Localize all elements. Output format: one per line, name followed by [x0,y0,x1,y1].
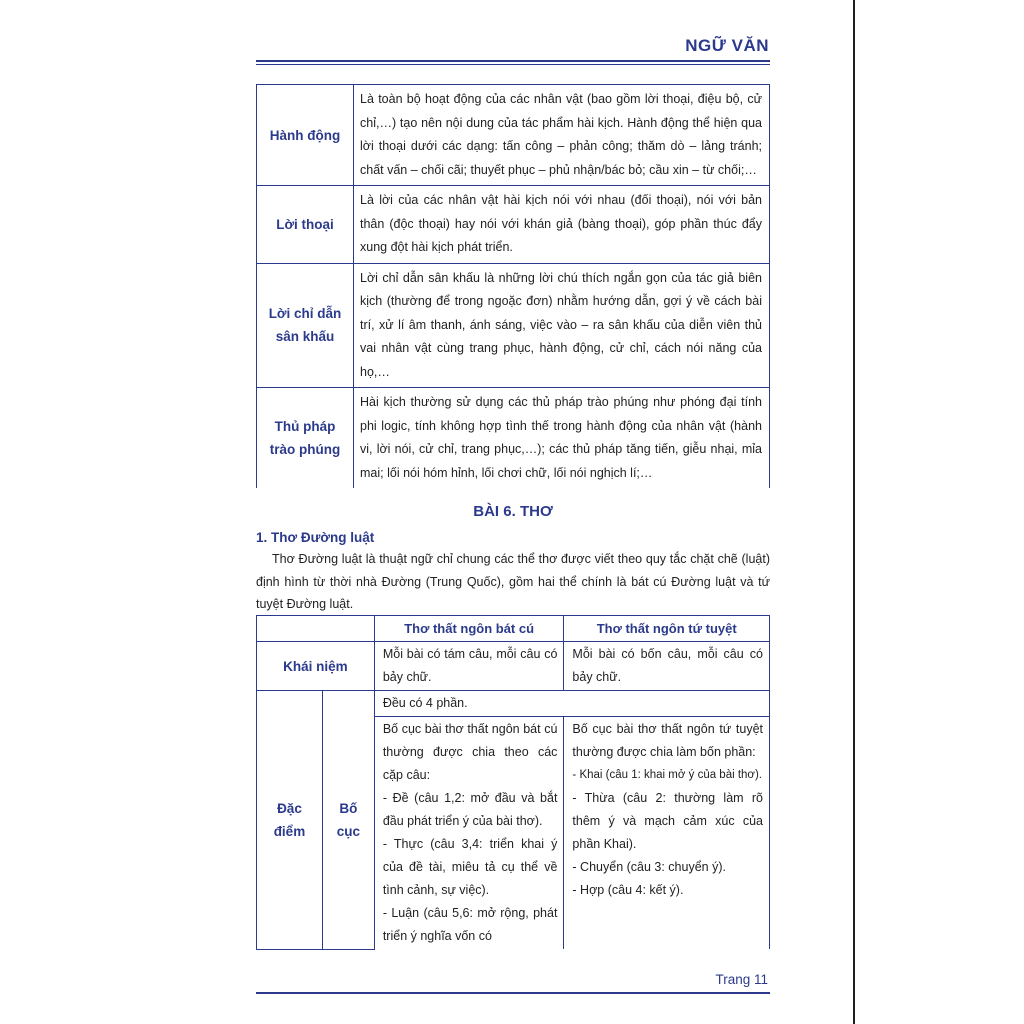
column-header: Thơ thất ngôn bát cú [374,616,564,642]
drama-terms-table [256,84,770,488]
description-cell: Hài kịch thường sử dụng các thủ pháp trào phúng như phóng đại tính phi logic, tính không hợp tình thế trong hành động của nhân vật (hành vi, lời nói, cử chỉ, trang phục,…); các thủ pháp tăng tiến, giễu nhại, mỉa mai; lối nói hóm hỉnh, lối chơi chữ, lối nói nghịch lí;… [354,388,770,489]
term-cell: Lời thoại [257,186,354,264]
table-row [257,263,770,388]
footer-rule [256,992,770,994]
list-item: - Hợp (câu 4: kết ý). [572,883,684,897]
description-cell: Lời chỉ dẫn sân khấu là những lời chú thích ngắn gọn của tác giả biên kịch (thường để trong ngoặc đơn) nhằm hướng dẫn, gợi ý về cách bài trí, xử lí âm thanh, ánh sáng, việc vào – ra sân khấu của diễn viên thủ vai nhân vật cùng trang phục, hành động, cử chỉ, cách nói năng của họ,… [354,263,770,388]
table-row [257,691,770,717]
table-cell [564,717,770,950]
page-number: Trang 11 [715,972,768,987]
list-item: - Luận (câu 5,6: mở rộng, phát triển ý nghĩa vốn có [382,906,558,943]
list-item: - Đề (câu 1,2: mở đầu và bắt đầu phát triển ý của bài thơ). [382,791,558,828]
term-cell: Hành động [257,85,354,186]
intro-paragraph: Thơ Đường luật là thuật ngữ chỉ chung các thể thơ được viết theo quy tắc chặt chẽ (luật) định hình từ thời nhà Đường (Trung Quốc), gồm hai thể chính là bát cú Đường luật và tứ tuyệt Đường luật. [256,552,770,611]
sub-row-label [322,691,374,950]
header-rule-thin [256,64,770,65]
term-line: trào phúng [269,442,341,457]
cell-intro: Bố cục bài thơ thất ngôn tứ tuyệt thường được chia làm bốn phần: [572,722,763,759]
table-row [257,388,770,489]
row-label [257,691,323,950]
shared-cell: Đều có 4 phần. [374,691,769,717]
list-item: - Thừa (câu 2: thường làm rõ thêm ý và mạch cảm xúc của phần Khai). [572,791,763,851]
poetry-comparison-table [256,615,770,950]
column-header: Thơ thất ngôn tứ tuyệt [564,616,770,642]
table-cell: Mỗi bài có tám câu, mỗi câu có bảy chữ. [374,642,564,691]
section-title: 1. Thơ Đường luật [256,530,375,545]
lesson-title: BÀI 6. THƠ [473,503,553,520]
list-item: - Khai (câu 1: khai mở ý của bài thơ). [572,769,762,781]
table-row [257,186,770,264]
header-rule [256,60,770,62]
cell-intro: Bố cục bài thơ thất ngôn bát cú thường được chia theo các cặp câu: [382,722,558,782]
term-line: Lời chỉ dẫn [268,306,342,322]
page-header-title: NGỮ VĂN [685,36,769,55]
table-header-row [257,616,770,642]
term-cell [257,388,354,489]
term-line: Thủ pháp [274,419,336,434]
description-cell: Là toàn bộ hoạt động của các nhân vật (bao gồm lời thoại, điệu bộ, cử chỉ,…) tạo nên nội dung của tác phẩm hài kịch. Hành động thể hiện qua lời thoại dưới các dạng: tấn công – phản công; thăm dò – lảng tránh; chất vấn – chối cãi; thuyết phục – phủ nhận/bác bỏ; cầu xin – từ chối;… [354,85,770,186]
label-line: Đặc [277,800,302,816]
row-label: Khái niệm [257,642,375,691]
empty-header-cell [257,616,375,642]
label-line: cục [336,823,360,839]
term-cell [257,263,354,388]
label-line: Bố [339,800,358,816]
table-cell: Mỗi bài có bốn câu, mỗi câu có bảy chữ. [564,642,770,691]
list-item: - Chuyển (câu 3: chuyển ý). [572,860,726,874]
description-cell: Là lời của các nhân vật hài kịch nói với nhau (đối thoại), nói với bản thân (độc thoại) hay nói với khán giả (bàng thoại), góp phần thúc đẩy xung đột hài kịch phát triển. [354,186,770,264]
list-item: - Thực (câu 3,4: triển khai ý của đề tài, miêu tả cụ thể về tình cảnh, sự việc). [382,837,558,897]
table-row [257,642,770,691]
table-cell [374,717,564,950]
label-line: điểm [273,823,306,839]
table-row [257,85,770,186]
page-edge-line [853,0,855,1024]
term-line: sân khấu [275,329,335,345]
